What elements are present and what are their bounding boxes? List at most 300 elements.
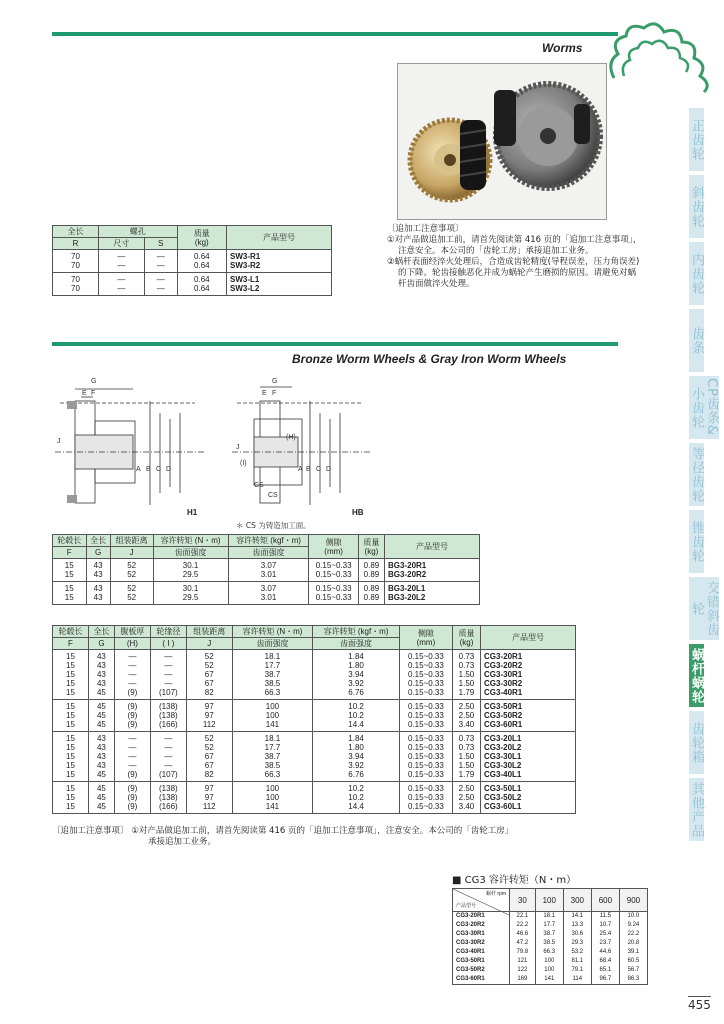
cell: 121: [510, 957, 536, 966]
cell: 2.50: [452, 793, 480, 802]
col-header-unit: (kg): [459, 637, 474, 647]
note-title: 〔追加工注意事项〕: [387, 224, 464, 234]
cell: 70: [53, 273, 99, 285]
cell: (166): [150, 720, 186, 732]
table-row: [453, 966, 648, 975]
cell: (138): [150, 793, 186, 802]
model-cell: CG3-60R1: [453, 975, 510, 985]
cell: 15: [53, 570, 87, 582]
cell: 3.94: [313, 752, 400, 761]
dim-label: CS: [268, 492, 278, 499]
col-header: [309, 535, 358, 559]
drawing-label-h1: H1: [187, 508, 198, 517]
cell: 100: [232, 793, 313, 802]
cell: 30.6: [563, 930, 591, 939]
cell: 52: [186, 743, 232, 752]
worms-section-title: Worms: [542, 41, 583, 55]
cell: 82: [186, 688, 232, 700]
cell: 43: [88, 679, 114, 688]
dim-label: C: [316, 466, 322, 473]
model-cell: CG3-30R2: [453, 939, 510, 948]
model-cell: SW3-R2: [227, 261, 332, 273]
cell: (9): [114, 802, 150, 814]
table-row: [53, 650, 576, 662]
tab-category[interactable]: 交错斜齿轮: [689, 577, 719, 640]
cell: —: [114, 679, 150, 688]
cell: (138): [150, 782, 186, 794]
model-cell: CG3-30L2: [481, 761, 576, 770]
cell: 3.01: [228, 570, 309, 582]
col-header: F: [53, 638, 89, 650]
cell: 0.15~0.33: [399, 732, 452, 744]
cell: 15: [53, 770, 89, 782]
table-row: [53, 752, 576, 761]
cell: 3.92: [313, 679, 400, 688]
col-header-text: 侧隙: [325, 537, 342, 547]
cell: 18.1: [232, 650, 313, 662]
table-row: [53, 770, 576, 782]
note-line: 的下降。轮齿接触恶化并成为蜗轮产生磨损的原因。请避免对蜗: [398, 268, 637, 278]
tab-category[interactable]: 齿轮箱: [689, 711, 704, 774]
col-header: [358, 535, 384, 559]
col-header: 容许转矩 (N・m): [153, 535, 228, 547]
col-header-unit: (kg): [194, 237, 209, 247]
dim-label: F: [272, 390, 277, 397]
dim-label: CS: [254, 482, 264, 489]
cell: 52: [110, 559, 153, 571]
cell: 38.5: [232, 679, 313, 688]
dim-label: G: [91, 378, 97, 385]
tab-category[interactable]: 斜齿轮: [689, 175, 704, 238]
cell: —: [114, 761, 150, 770]
cell: 0.15~0.33: [399, 650, 452, 662]
cell: (9): [114, 770, 150, 782]
cell: (9): [114, 700, 150, 712]
cell: 22.1: [510, 912, 536, 922]
cell: 45: [88, 688, 114, 700]
table-row: [53, 273, 332, 285]
model-cell: CG3-60L1: [481, 802, 576, 814]
cell: —: [98, 273, 144, 285]
cell: 0.64: [177, 284, 226, 296]
cell: 15: [53, 559, 87, 571]
cell: 45: [88, 793, 114, 802]
cell: 6.76: [313, 770, 400, 782]
cell: 0.73: [452, 743, 480, 752]
cell: 43: [86, 593, 110, 605]
model-cell: CG3-50R1: [481, 700, 576, 712]
cell: —: [150, 650, 186, 662]
torque-body: [453, 912, 648, 985]
cell: 67: [186, 679, 232, 688]
cell: 2.50: [452, 782, 480, 794]
model-cell: CG3-50R2: [453, 966, 510, 975]
drawing-label-hb: HB: [352, 508, 364, 517]
cell: 0.15~0.33: [399, 679, 452, 688]
cell: —: [98, 284, 144, 296]
cell: —: [150, 743, 186, 752]
col-header: J: [186, 638, 232, 650]
col-header: G: [88, 638, 114, 650]
rpm-header: 300: [563, 889, 591, 912]
col-header: [177, 226, 226, 250]
dim-label: G: [272, 378, 278, 385]
cell: 14.4: [313, 802, 400, 814]
table-row: [53, 743, 576, 752]
model-cell: CG3-30R1: [453, 930, 510, 939]
cell: 15: [53, 782, 89, 794]
cell: 17.7: [535, 921, 563, 930]
cell: 96.7: [591, 975, 619, 985]
cell: 0.15~0.33: [399, 770, 452, 782]
cell: 60.5: [619, 957, 647, 966]
cell: 0.15~0.33: [309, 570, 358, 582]
cell: —: [114, 650, 150, 662]
cell: 56.7: [619, 966, 647, 975]
corner-header: [453, 889, 510, 912]
cell: 0.64: [177, 261, 226, 273]
cell: 66.3: [535, 948, 563, 957]
drawing-h1: [55, 373, 215, 518]
cell: 141: [232, 802, 313, 814]
torque-table: [452, 888, 648, 985]
cell: 0.15~0.33: [309, 582, 358, 594]
cell: 67: [186, 752, 232, 761]
cell: (9): [114, 688, 150, 700]
cell: 43: [88, 670, 114, 679]
corner-top-label: 蜗杆 rpm: [485, 891, 506, 897]
worms-spec-table: [52, 225, 332, 296]
cell: 52: [110, 582, 153, 594]
cell: 52: [186, 732, 232, 744]
cell: 15: [53, 720, 89, 732]
corner-bottom-label: 产品型号: [456, 903, 477, 909]
cell: 30.1: [153, 582, 228, 594]
col-header: 全长: [88, 626, 114, 638]
col-header: 齿面强度: [232, 638, 313, 650]
note-line: 承接追加工业务。: [148, 837, 217, 847]
tab-category[interactable]: 正齿轮: [689, 108, 704, 171]
col-header: [452, 626, 480, 650]
cell: (166): [150, 802, 186, 814]
dim-label: A: [298, 466, 303, 473]
cell: 13.3: [563, 921, 591, 930]
col-header: R: [53, 238, 99, 250]
table-row: [53, 593, 480, 605]
cell: 112: [186, 720, 232, 732]
table-row: [53, 720, 576, 732]
table-row: [453, 921, 648, 930]
cell: 0.73: [452, 661, 480, 670]
cell: (107): [150, 688, 186, 700]
cell: 67: [186, 761, 232, 770]
cell: 38.7: [535, 930, 563, 939]
cell: 0.89: [358, 570, 384, 582]
cell: 2.50: [452, 711, 480, 720]
dim-label: F: [91, 390, 96, 397]
cell: 65.1: [591, 966, 619, 975]
cell: 38.5: [535, 939, 563, 948]
dim-label: J: [57, 438, 61, 445]
cell: —: [144, 284, 177, 296]
cell: 0.15~0.33: [399, 700, 452, 712]
cell: 79.8: [510, 948, 536, 957]
cell: 100: [232, 782, 313, 794]
cell: 79.1: [563, 966, 591, 975]
tab-category[interactable]: 内齿轮: [689, 242, 704, 305]
cell: 15: [53, 593, 87, 605]
col-header: 产品型号: [385, 535, 480, 559]
cell: 44.6: [591, 948, 619, 957]
cell: 0.15~0.33: [309, 559, 358, 571]
tab-category[interactable]: 等径齿轮: [689, 443, 704, 506]
note-line: [52, 826, 612, 837]
model-cell: CG3-20R1: [453, 912, 510, 922]
model-cell: CG3-40R1: [453, 948, 510, 957]
rpm-header: 30: [510, 889, 536, 912]
model-cell: CG3-20L1: [481, 732, 576, 744]
cell: 45: [88, 782, 114, 794]
cell: 43: [88, 732, 114, 744]
cell: 1.79: [452, 688, 480, 700]
cell: 45: [88, 720, 114, 732]
cell: 100: [535, 957, 563, 966]
col-header: 腹板厚: [114, 626, 150, 638]
tab-category[interactable]: 齿条: [689, 309, 704, 372]
dim-label: E: [262, 390, 267, 397]
cell: 0.15~0.33: [399, 802, 452, 814]
cell: 3.92: [313, 761, 400, 770]
cell: 0.64: [177, 250, 226, 262]
tab-category[interactable]: 其他产品: [689, 778, 704, 841]
cell: 0.15~0.33: [399, 752, 452, 761]
cell: 45: [88, 711, 114, 720]
cell: 52: [110, 570, 153, 582]
table-row: [53, 250, 332, 262]
cell: —: [114, 670, 150, 679]
cell: 1.80: [313, 743, 400, 752]
cell: —: [150, 761, 186, 770]
cell: 122: [510, 966, 536, 975]
cell: 43: [88, 650, 114, 662]
cell: 67: [186, 670, 232, 679]
cell: 0.15~0.33: [399, 720, 452, 732]
col-header-text: 侧隙: [417, 628, 434, 638]
cell: 3.07: [228, 559, 309, 571]
cell: 0.73: [452, 732, 480, 744]
cell: 0.15~0.33: [399, 661, 452, 670]
col-header: J: [110, 547, 153, 559]
cell: 15: [53, 650, 89, 662]
worms-notes: [387, 224, 687, 290]
cell: —: [150, 661, 186, 670]
cell: 15: [53, 732, 89, 744]
cell: —: [114, 732, 150, 744]
col-header: (H): [114, 638, 150, 650]
table-row: [453, 948, 648, 957]
model-cell: CG3-20R2: [481, 661, 576, 670]
cell: 17.7: [232, 743, 313, 752]
cell: 43: [86, 582, 110, 594]
cell: 3.40: [452, 720, 480, 732]
cell: 29.5: [153, 570, 228, 582]
cell: 6.76: [313, 688, 400, 700]
cell: 29.3: [563, 939, 591, 948]
note-title: 〔追加工注意事项〕: [52, 826, 129, 836]
cell: 100: [232, 700, 313, 712]
cell: 52: [186, 650, 232, 662]
model-cell: CG3-50R2: [481, 711, 576, 720]
cell: —: [150, 752, 186, 761]
category-tabs: [689, 108, 724, 845]
cell: 22.2: [510, 921, 536, 930]
cell: 15: [53, 752, 89, 761]
cell: —: [98, 261, 144, 273]
col-header: 容许转矩 (kgf・m): [228, 535, 309, 547]
cell: 0.64: [177, 273, 226, 285]
cell: (107): [150, 770, 186, 782]
col-header: 尺寸: [98, 238, 144, 250]
rpm-header: 600: [591, 889, 619, 912]
cell: —: [114, 752, 150, 761]
model-cell: CG3-60R1: [481, 720, 576, 732]
model-cell: BG3-20L1: [385, 582, 480, 594]
cell: 1.80: [313, 661, 400, 670]
cell: 97: [186, 793, 232, 802]
table-row: [453, 939, 648, 948]
dim-label: J: [236, 444, 240, 451]
cell: 43: [88, 661, 114, 670]
table-row: [53, 793, 576, 802]
col-header-text: 质量: [458, 628, 475, 638]
cell: 3.07: [228, 582, 309, 594]
cell: 18.1: [535, 912, 563, 922]
cell: 14.1: [563, 912, 591, 922]
model-cell: SW3-R1: [227, 250, 332, 262]
cell: 1.50: [452, 670, 480, 679]
cell: —: [144, 261, 177, 273]
cell: 15: [53, 688, 89, 700]
note-line: ①对产品做追加工前，请首先阅读第 416 页的「追加工注意事项」，: [387, 235, 642, 245]
cell: 86.3: [619, 975, 647, 985]
cell: —: [114, 661, 150, 670]
cell: 43: [88, 752, 114, 761]
col-header: 全长: [86, 535, 110, 547]
cs-note: ＊ CS 为铸造加工面。: [236, 521, 311, 530]
tab-category[interactable]: CP齿条&小齿轮: [689, 376, 719, 439]
cell: —: [150, 670, 186, 679]
cell: 0.89: [358, 593, 384, 605]
model-cell: CG3-40R1: [481, 688, 576, 700]
cell: 1.84: [313, 732, 400, 744]
bg-spec-table: [52, 534, 480, 605]
model-cell: BG3-20R1: [385, 559, 480, 571]
cell: 10.2: [313, 711, 400, 720]
cell: (9): [114, 782, 150, 794]
col-header-text: 质量: [193, 228, 210, 238]
model-cell: SW3-L2: [227, 284, 332, 296]
model-cell: CG3-50L2: [481, 793, 576, 802]
cell: 169: [510, 975, 536, 985]
col-header: ( I ): [150, 638, 186, 650]
table-row: [53, 802, 576, 814]
col-header: 产品型号: [481, 626, 576, 650]
cell: —: [98, 250, 144, 262]
col-header: G: [86, 547, 110, 559]
cell: 10.2: [313, 782, 400, 794]
cell: 0.15~0.33: [399, 688, 452, 700]
table-row: [453, 975, 648, 985]
table-row: [53, 700, 576, 712]
cell: 15: [53, 711, 89, 720]
note-line: 注意安全。本公司的「齿轮工房」承接追加工业务。: [398, 246, 594, 256]
model-cell: CG3-40L1: [481, 770, 576, 782]
table-row: [53, 661, 576, 670]
cell: 15: [53, 802, 89, 814]
cell: 97: [186, 711, 232, 720]
cell: 68.4: [591, 957, 619, 966]
col-header: 容许转矩 (N・m): [232, 626, 313, 638]
cell: 52: [186, 661, 232, 670]
cell: (9): [114, 711, 150, 720]
cell: 38.7: [232, 670, 313, 679]
tab-category[interactable]: 蜗杆蜗轮: [689, 644, 704, 707]
table-group: [53, 732, 576, 782]
cell: —: [150, 732, 186, 744]
cell: 1.84: [313, 650, 400, 662]
table-row: [53, 559, 480, 571]
cell: 14.4: [313, 720, 400, 732]
model-cell: BG3-20R2: [385, 570, 480, 582]
cell: 2.50: [452, 700, 480, 712]
table-row: [53, 711, 576, 720]
model-cell: CG3-30R2: [481, 679, 576, 688]
cell: 45: [88, 770, 114, 782]
cell: —: [114, 743, 150, 752]
cell: 45: [88, 700, 114, 712]
cell: 141: [535, 975, 563, 985]
tab-category[interactable]: 锥齿轮: [689, 510, 704, 573]
cell: 1.50: [452, 679, 480, 688]
cell: 10.7: [591, 921, 619, 930]
dim-label: D: [166, 466, 172, 473]
table-group: [53, 582, 480, 605]
model-cell: CG3-30L1: [481, 752, 576, 761]
cell: —: [150, 679, 186, 688]
rpm-header: 100: [535, 889, 563, 912]
cell: 0.15~0.33: [399, 743, 452, 752]
model-cell: CG3-50L1: [481, 782, 576, 794]
cell: 43: [86, 570, 110, 582]
wheels-notes: [52, 826, 612, 848]
col-header: 齿面强度: [228, 547, 309, 559]
cell: 3.01: [228, 593, 309, 605]
cell: 15: [53, 761, 89, 770]
dim-label: B: [306, 466, 311, 473]
dim-label: E: [82, 390, 87, 397]
cell: 43: [86, 559, 110, 571]
col-header: 容许转矩 (kgf・m): [313, 626, 400, 638]
col-header: 轮缘径: [150, 626, 186, 638]
col-header: 螺孔: [98, 226, 177, 238]
col-header: S: [144, 238, 177, 250]
model-cell: CG3-20R1: [481, 650, 576, 662]
cell: 0.15~0.33: [399, 782, 452, 794]
table-group: [53, 559, 480, 582]
cell: 100: [232, 711, 313, 720]
cell: 9.24: [619, 921, 647, 930]
table-row: [53, 782, 576, 794]
